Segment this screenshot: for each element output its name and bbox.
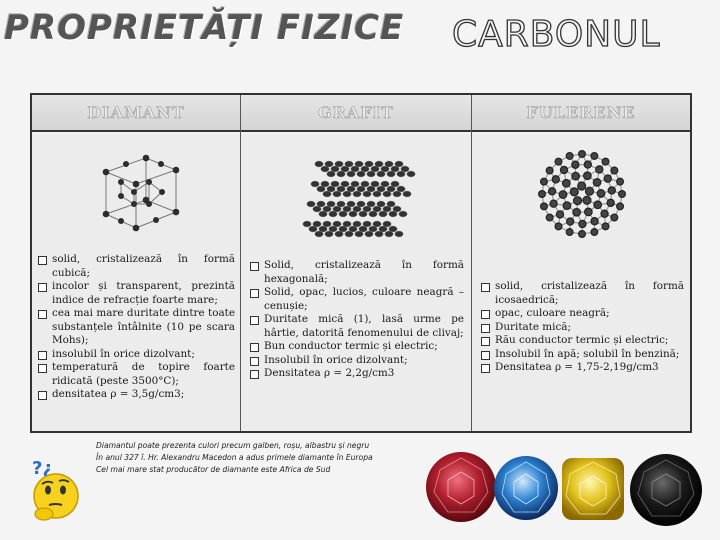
diamond-lattice-illustration	[94, 152, 184, 232]
column-heading: DIAMANT	[32, 95, 240, 132]
column-heading: FULERENE	[472, 95, 690, 132]
list-item: Solid, cristalizează în formă hexagonală;	[249, 259, 464, 286]
left-title: PROPRIETĂȚI FIZICE	[4, 8, 405, 48]
list-item: Duritate mică;	[480, 321, 684, 335]
list-item: cea mai mare duritate dintre toate substanțele întâlnite (10 pe scara Mohs);	[37, 307, 235, 348]
list-item: insolubil în orice dizolvant;	[37, 348, 235, 362]
list-item: Densitatea ρ = 1,75-2,19g/cm3	[480, 361, 684, 375]
fulerene-properties-list	[480, 280, 684, 375]
list-item: opac, culoare neagră;	[480, 307, 684, 321]
list-item: Solid, opac, lucios, culoare neagră – cenușie;	[249, 286, 464, 313]
note-line: Cel mai mare stat producător de diamante este Africa de Sud	[96, 465, 331, 474]
yellow-diamond-image	[556, 452, 630, 526]
right-title: CARBONUL	[452, 14, 661, 55]
list-item: temperatură de topire foarte ridicată (peste 3500°C);	[37, 361, 235, 388]
thinking-face-icon	[24, 458, 88, 524]
column-diamant	[32, 95, 241, 431]
fullerene-molecule-illustration	[536, 148, 628, 240]
list-item: Duritate mică (1), lasă urme pe hârtie, datorită fenomenului de clivaj;	[249, 313, 464, 340]
list-item: incolor și transparent, prezintă indice de refracție foarte mare;	[37, 280, 235, 307]
column-grafit	[241, 95, 472, 431]
list-item: solid, cristalizează în formă cubică;	[37, 253, 235, 280]
column-body	[32, 134, 240, 431]
grafit-properties-list	[249, 259, 464, 381]
black-diamond-image	[628, 452, 704, 528]
blue-diamond-image	[492, 454, 560, 522]
list-item: Bun conductor termic și electric;	[249, 340, 464, 354]
column-heading: GRAFIT	[241, 95, 471, 132]
column-body	[241, 134, 471, 431]
column-fulerene	[472, 95, 690, 431]
note-line: În anul 327 î. Hr. Alexandru Macedon a adus primele diamante în Europa	[96, 453, 373, 462]
list-item: Insolubil în orice dizolvant;	[249, 354, 464, 368]
column-body	[472, 134, 690, 431]
diamant-properties-list	[37, 253, 235, 402]
properties-table	[30, 93, 692, 433]
list-item: Densitatea ρ = 2,2g/cm3	[249, 367, 464, 381]
list-item: Insolubil în apă; solubil în benzină;	[480, 348, 684, 362]
red-diamond-image	[424, 450, 498, 524]
note-line: Diamantul poate prezenta culori precum galben, roșu, albastru și negru	[96, 441, 370, 450]
question-marks: ?¿	[32, 458, 53, 479]
list-item: Rău conductor termic și electric;	[480, 334, 684, 348]
list-item: densitatea ρ = 3,5g/cm3;	[37, 388, 235, 402]
graphite-layers-illustration	[301, 156, 421, 246]
diamond-facts-note	[96, 440, 416, 476]
list-item: solid, cristalizează în formă icosaedrică;	[480, 280, 684, 307]
